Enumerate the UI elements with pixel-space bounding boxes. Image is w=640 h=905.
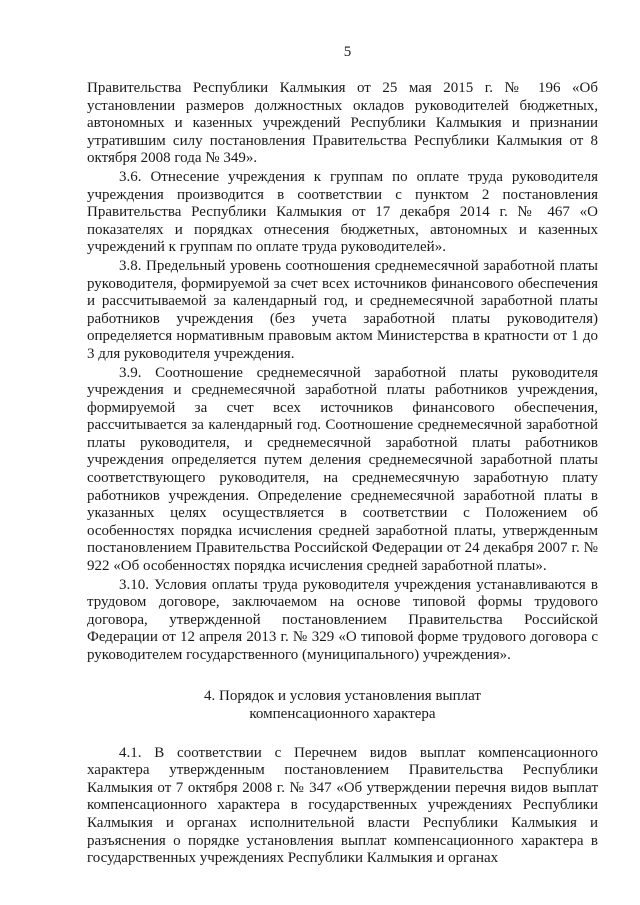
paragraphs-top xyxy=(87,80,598,665)
p-3-9-paragraph: 3.9. Соотношение среднемесячной заработной платы руководителя учреждения и среднемесячной заработной платы работников учреждения, формируемой за счет всех источников финансового обеспечения, рассчитывается за календарный год. Соотношение среднемесячной заработной платы руководителя, и среднемесячной заработной платы работников учреждения определяется путем деления среднемесячной заработной платы соответствующего руководителя, на среднемесячную заработную плату работников учреждения. Определение среднемесячной заработной платы в указанных целях осуществляется в соответствии с Положением об особенностях порядка исчисления средней заработной платы, утвержденным постановлением Правительства Российской Федерации от 24 декабря 2007 г. № 922 «Об особенностях порядка исчисления средней заработной платы». xyxy=(87,364,598,575)
section-heading-line-1: 4. Порядок и условия установления выплат xyxy=(204,687,481,704)
document-body xyxy=(87,80,598,868)
paragraphs-bottom xyxy=(87,745,598,868)
p-4-1-paragraph: 4.1. В соответствии с Перечнем видов выплат компенсационного характера утвержденным постановлением Правительства Республики Калмыкия от 7 октября 2008 г. № 347 «Об утверждении перечня видов выплат компенсационного характера в государственных учреждениях Республики Калмыкия и органах исполнительной власти Республики Калмыкия и разъяснения о порядке установления выплат компенсационного характера в государственных учреждениях Республики Калмыкия и органах xyxy=(87,744,598,867)
p-3-10-paragraph: 3.10. Условия оплаты труда руководителя учреждения устанавливаются в трудовом договоре, заключаемом на основе типовой формы трудового договора, утвержденной постановлением Правительства Российской Федерации от 12 апреля 2013 г. № 329 «О типовой форме трудового договора с руководителем государственного (муниципального) учреждения». xyxy=(87,576,598,663)
section-heading xyxy=(87,687,598,723)
p-3-6-paragraph: 3.6. Отнесение учреждения к группам по оплате труда руководителя учреждения производится в соответствии с пунктом 2 постановления Правительства Республики Калмыкия от 17 декабря 2014 г. № 467 «О показателях и порядках отнесения бюджетных, автономных и казенных учреждений к группам по оплате труда руководителей». xyxy=(87,168,598,256)
section-heading-line-2: компенсационного характера xyxy=(249,705,436,722)
page-number: 5 xyxy=(343,44,352,60)
p-3-8-paragraph: 3.8. Предельный уровень соотношения среднемесячной заработной платы руководителя, формируемой за счет всех источников финансового обеспечения и рассчитываемой за календарный год, и среднемесячной заработной платы работников учреждения (без учета заработной платы руководителя) определяется нормативным правовым актом Министерства в кратности от 1 до 3 для руководителя учреждения. xyxy=(87,257,598,362)
p-continuation-paragraph: Правительства Республики Калмыкия от 25 мая 2015 г. № 196 «Об установлении размеров должностных окладов руководителей бюджетных, автономных и казенных учреждений Республики Калмыкия и признании утратившим силу постановления Правительства Республики Калмыкия от 8 октября 2008 года № 349». xyxy=(87,80,598,167)
